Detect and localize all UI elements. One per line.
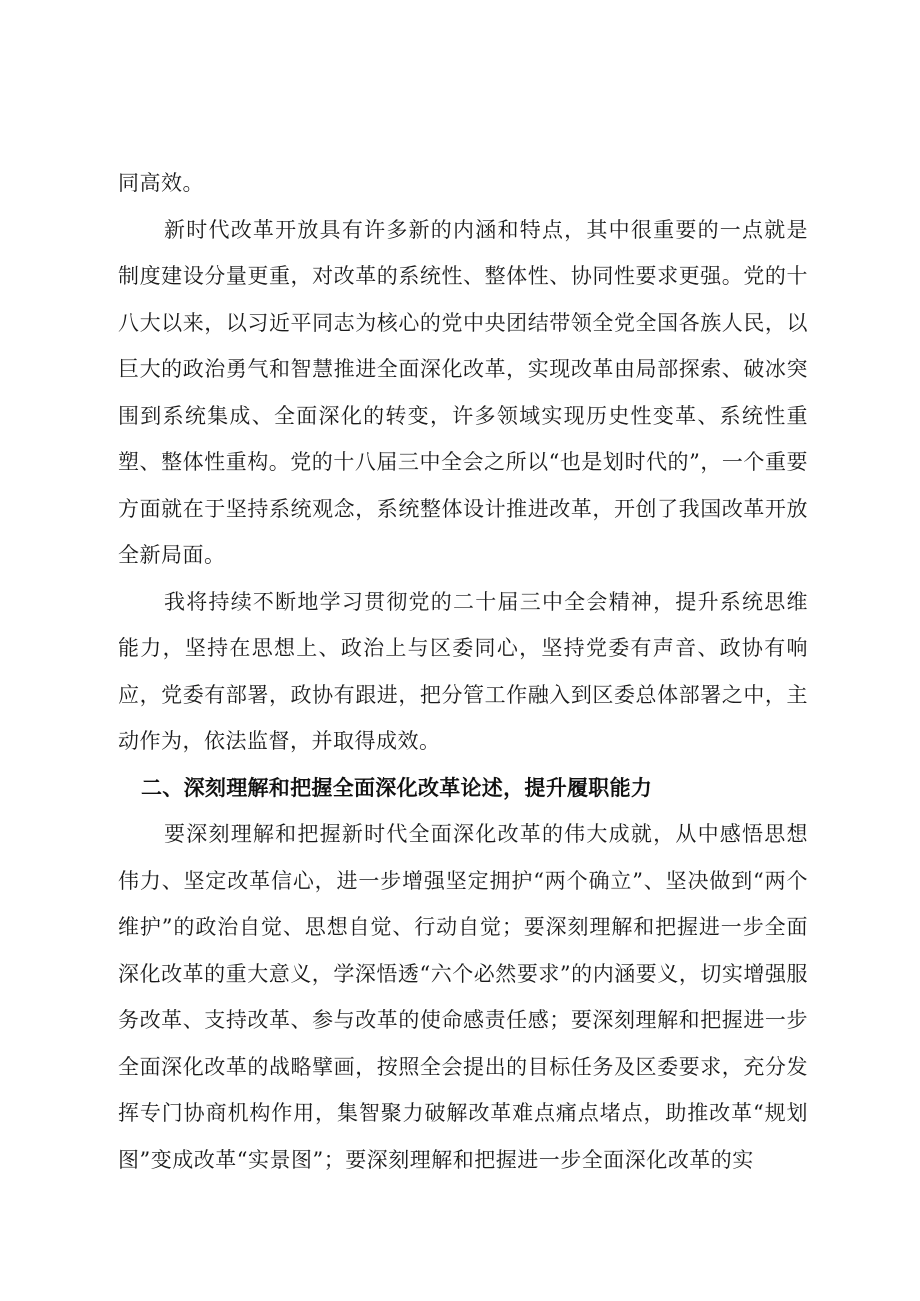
section-heading: 二、深刻理解和把握全面深化改革论述，提升履职能力	[141, 775, 653, 800]
paragraph-personal-commitment: 我将持续不断地学习贯彻党的二十届三中全会精神，提升系统思维能力，坚持在思想上、政治上与区委同心，坚持党委有声音、政协有响应，党委有部署，政协有跟进，把分管工作融入到区委总体部署之中，主动作为，依法监督，并取得成效。	[118, 589, 808, 753]
paragraph-deep-understanding: 要深刻理解和把握新时代全面深化改革的伟大成就，从中感悟思想伟力、坚定改革信心，进一步增强坚定拥护“两个确立”、坚决做到“两个维护”的政治自觉、思想自觉、行动自觉；要深刻理解和把握进一步全面深化改革的重大意义，学深悟透“六个必然要求”的内涵要义，切实增强服务改革、支持改革、参与改革的使命感责任感；要深刻理解和把握进一步全面深化改革的战略擘画，按照全会提出的目标任务及区委要求，充分发挥专门协商机构作用，集智聚力破解改革难点痛点堵点，助推改革“规划图”变成改革“实景图”；要深刻理解和把握进一步全面深化改革的实	[118, 822, 808, 1172]
paragraph-reform-features: 新时代改革开放具有许多新的内涵和特点，其中很重要的一点就是制度建设分量更重，对改革的系统性、整体性、协同性要求更强。党的十八大以来，以习近平同志为核心的党中央团结带领全党全国各族人民，以巨大的政治勇气和智慧推进全面深化改革，实现改革由局部探索、破冰突围到系统集成、全面深化的转变，许多领域实现历史性变革、系统性重塑、整体性重构。党的十八届三中全会之所以“也是划时代的”，一个重要方面就在于坚持系统观念，系统整体设计推进改革，开创了我国改革开放全新局面。	[118, 217, 808, 567]
paragraph-continuation: 同高效。	[118, 171, 204, 195]
document-body	[118, 160, 808, 1183]
